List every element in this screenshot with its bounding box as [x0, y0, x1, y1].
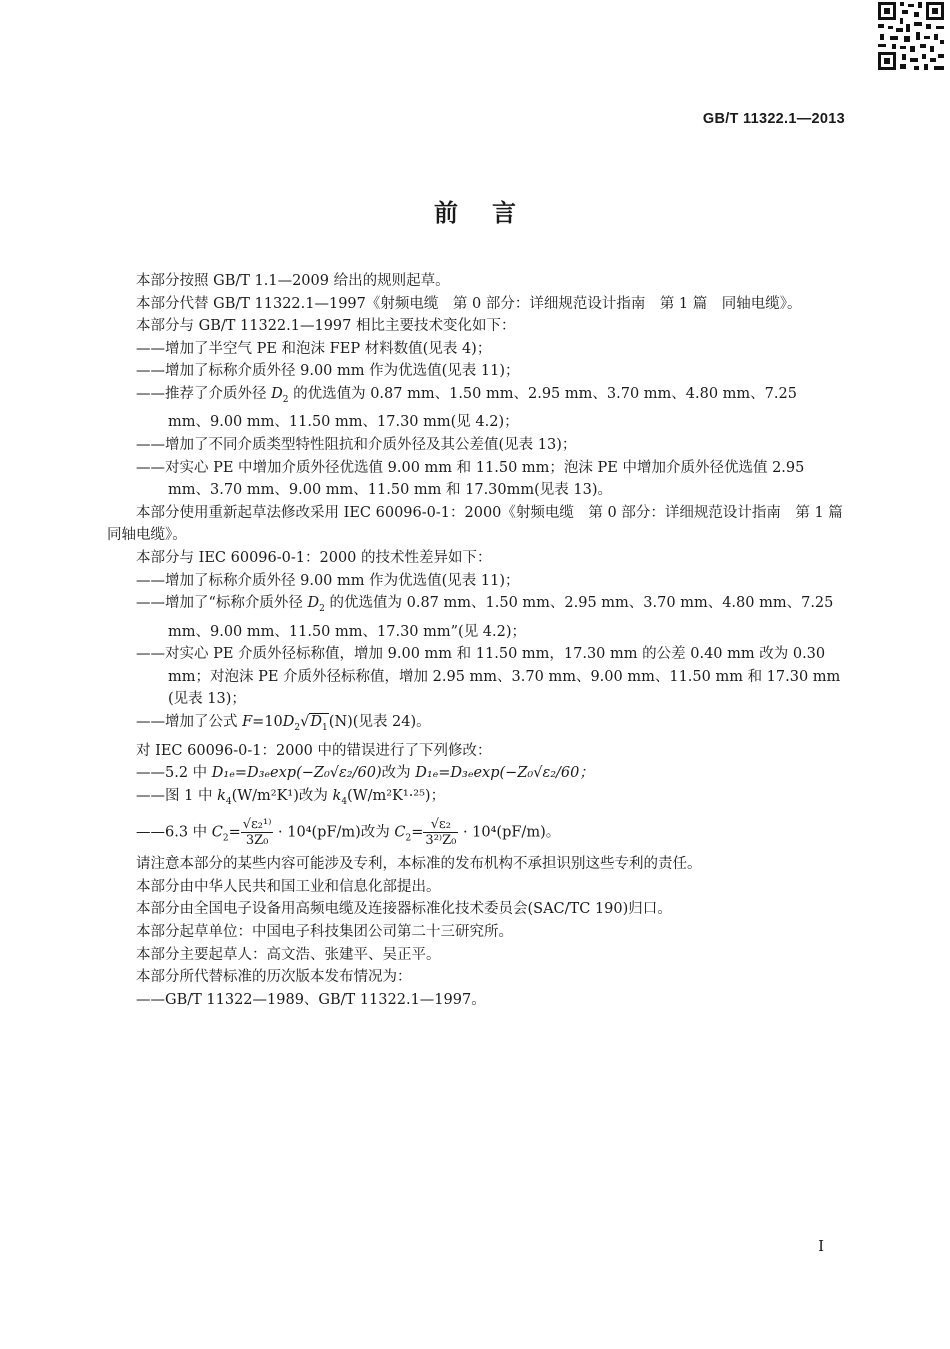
math-operator: =10 [252, 714, 283, 731]
math-operator: = [411, 824, 424, 841]
correction-item [107, 785, 843, 813]
correction-item-text: ——图 1 中 [136, 787, 218, 804]
difference-item-text: ——增加了公式 [136, 714, 243, 731]
correction-item-text: 改为 [298, 787, 333, 804]
formula-corrected: D₁ₑ=D₃ₑexp(−Z₀√ε₂/60； [415, 765, 594, 782]
correction-item [107, 762, 843, 785]
paragraph-proposed-by: 本部分由中华人民共和国工业和信息化部提出。 [136, 878, 441, 895]
unit-corrected: (W/m²K¹·²⁵)； [347, 787, 446, 804]
difference-item-formula [107, 711, 843, 739]
math-variable: D [282, 714, 295, 731]
paragraph-differences-intro: 本部分与 IEC 60096-0-1：2000 的技术性差异如下： [136, 550, 492, 567]
paragraph-history-intro: 本部分所代替标准的历次版本发布情况为： [136, 969, 412, 986]
fraction-denominator: 3²⁾Z₀ [425, 833, 457, 849]
sqrt-symbol: √ [300, 714, 310, 731]
math-variable: D [307, 595, 320, 612]
correction-item-fraction [107, 817, 843, 851]
qr-code-icon [876, 0, 946, 72]
page-title: 前言 [434, 199, 550, 227]
difference-item-text: 的优选值为 0.87 mm、1.50 mm、2.95 mm、3.70 mm、4.80 mm、7.25 mm、9.00 mm、11.50 mm、17.30 mm”(见 4.2)； [168, 595, 834, 640]
change-item-text: 的优选值为 0.87 mm、1.50 mm、2.95 mm、3.70 mm、4.80 mm、7.25 mm、9.00 mm、11.50 mm、17.30 mm(见 4.2)； [168, 385, 797, 431]
fraction-original [241, 817, 274, 848]
difference-item: ——对实心 PE 介质外径标称值，增加 9.00 mm 和 11.50 mm，17.30 mm 的公差 0.40 mm 改为 0.30 mm；对泡沫 PE 介质外径标称值，增加 2.95 mm、3.70 mm、9.00 mm、11.50 mm 和 17.30 mm (见表 13)； [136, 646, 841, 708]
math-variable: C [211, 824, 223, 841]
change-item: ——对实心 PE 中增加介质外径优选值 9.00 mm 和 11.50 mm；泡沫 PE 中增加介质外径优选值 2.95 mm、3.70 mm、9.00 mm、11.50 mm 和 17.30mm(见表 13)。 [136, 459, 805, 499]
math-variable: F [242, 714, 253, 731]
paragraph-replaces: 本部分代替 GB/T 11322.1—1997《射频电缆 第 0 部分：详细规范设计指南 第 1 篇 同轴电缆》。 [136, 295, 802, 312]
difference-item-text: ——增加了“标称介质外径 [136, 595, 308, 612]
fraction-denominator: 3Z₀ [245, 833, 269, 849]
difference-item: ——增加了标称介质外径 9.00 mm 作为优选值(见表 11)； [136, 572, 520, 589]
document-body [107, 270, 858, 1011]
paragraph-adoption: 本部分使用重新起草法修改采用 IEC 60096-0-1：2000《射频电缆 第 0 部分：详细规范设计指南 第 1 篇 同轴电缆》。 [107, 504, 858, 544]
math-subscript: 2 [282, 394, 289, 405]
paragraph-managed-by: 本部分由全国电子设备用高频电缆及连接器标准化技术委员会(SAC/TC 190)归口。 [136, 901, 672, 918]
paragraph-drafters: 本部分主要起草人：高文浩、张建平、吴正平。 [136, 946, 441, 963]
page-number: I [818, 1237, 824, 1255]
paragraph-drafting-rules: 本部分按照 GB/T 1.1—2009 给出的规则起草。 [136, 273, 450, 289]
math-subscript: 2 [319, 604, 325, 615]
math-subscript: 4 [341, 796, 348, 807]
math-subscript: 2 [294, 722, 301, 733]
paragraph-drafting-unit: 本部分起草单位：中国电子科技集团公司第二十三研究所。 [136, 924, 513, 940]
unit-original: (W/m²K¹) [231, 787, 299, 804]
paragraph-changes-intro: 本部分与 GB/T 11322.1—1997 相比主要技术变化如下： [136, 318, 516, 335]
math-variable: k [332, 787, 342, 804]
math-subscript: 2 [405, 833, 412, 844]
formula-original: D₁ₑ=D₃ₑexp(−Z₀√ε₂/60) [211, 765, 382, 782]
correction-item-text: 改为 [381, 765, 416, 782]
correction-item-text: ——6.3 中 [136, 824, 212, 841]
math-subscript: 1 [322, 722, 328, 733]
history-item: ——GB/T 11322—1989、GB/T 11322.1—1997。 [136, 991, 486, 1008]
paragraph-patent-notice: 请注意本部分的某些内容可能涉及专利，本标准的发布机构不承担识别这些专利的责任。 [136, 856, 702, 873]
change-item-text: ——推荐了介质外径 [136, 385, 272, 402]
correction-item-text: · 10⁴(pF/m)。 [458, 824, 561, 841]
math-operator: = [228, 824, 241, 841]
radicand [309, 713, 328, 733]
math-subscript: 4 [225, 796, 232, 807]
math-subscript: 2 [222, 833, 229, 844]
fraction-corrected [423, 817, 458, 848]
correction-item-text: · 10⁴(pF/m)改为 [273, 824, 395, 841]
difference-item-text: (N)(见表 24)。 [328, 714, 431, 731]
fraction-numerator: √ε₂¹⁾ [242, 817, 272, 833]
change-item: ——增加了标称介质外径 9.00 mm 作为优选值(见表 11)； [136, 363, 520, 380]
change-item: ——增加了不同介质类型特性阻抗和介质外径及其公差值(见表 13)； [136, 437, 577, 454]
paragraph-corrections-intro: 对 IEC 60096-0-1：2000 中的错误进行了下列修改： [136, 742, 492, 759]
standard-code: GB/T 11322.1—2013 [702, 111, 845, 127]
difference-item [107, 592, 843, 643]
change-item: ——增加了半空气 PE 和泡沫 FEP 材料数值(见表 4)； [136, 340, 492, 357]
correction-item-text: ——5.2 中 [136, 765, 212, 782]
math-variable: k [217, 787, 226, 804]
math-variable: C [394, 824, 406, 841]
math-variable: D [310, 714, 323, 731]
fraction-numerator: √ε₂ [423, 817, 458, 833]
change-item [107, 383, 843, 434]
math-variable: D [271, 385, 283, 402]
